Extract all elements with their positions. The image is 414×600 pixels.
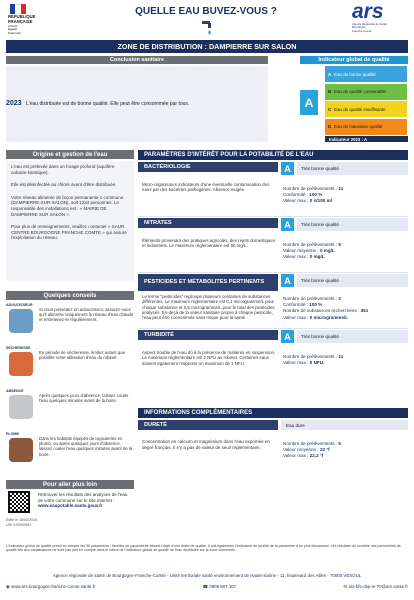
more-header: Pour aller plus loin — [6, 480, 134, 489]
stat-line — [283, 198, 407, 204]
complementary-header: INFORMATIONS COMPLÉMENTAIRES — [138, 408, 408, 418]
more-link[interactable]: www.eaupotable.sante.gouv.fr — [38, 503, 103, 509]
param-name: TURBIDITÉ — [138, 330, 278, 340]
stat-label: Valeur max : — [283, 453, 310, 459]
param-row — [138, 274, 408, 330]
republic-label: RÉPUBLIQUE FRANÇAISE — [8, 14, 36, 24]
stat-value: 22 °f — [319, 447, 330, 453]
param-grade-label: Très bonne qualité — [297, 330, 408, 343]
origin-text: Pour plus de renseignements, veuillez contacter « SAUR CENTRE BOURGOGNE FRANCHE COMTE » qui assure l'exploitation du réseau. — [11, 224, 127, 241]
edit-date: Édité le 18/05/2024 — [6, 518, 37, 522]
stat-value: 11 — [338, 354, 344, 359]
phone-icon: ☎ — [202, 584, 210, 589]
complementary-tag: Eau dure — [281, 420, 408, 430]
conclusion-panel — [6, 66, 268, 142]
origin-text: L'eau est prélevée dans un forage profond (aquifère calcaire karstique). — [11, 164, 115, 175]
stat-value: 0 mg/L — [309, 254, 325, 260]
conclusion-header: Conclusion sanitaire — [6, 56, 268, 64]
advice-item — [6, 346, 134, 387]
advice-text: En période de sécheresse, limitez autant que possible votre utilisation d'eau du robinet. — [39, 350, 125, 361]
quality-level-grade: B — [328, 89, 332, 94]
lead-pipe-icon — [9, 438, 33, 462]
quality-scale — [325, 66, 407, 136]
row-divider — [138, 328, 408, 329]
footer-agency: Agence régionale de santé de Bourgogne-Franche-Comté - Unité territoriale santé environnement de Haute-Saône - 11, boulevard des Alliés - 70000 VESOUL — [52, 573, 362, 578]
stat-label: Conformité : — [283, 192, 310, 198]
complementary-desc: Concentration en calcium et magnésium dans l'eau exprimée en degré français. Il n'y a pas de valeur de seuil réglementaire. — [142, 439, 270, 450]
advice-title: ABSENCE — [6, 389, 24, 393]
stat-label: Valeur moyenne : — [283, 447, 320, 453]
quality-level-grade: D — [328, 124, 332, 129]
param-desc: Aspect trouble de l'eau dû à la présence de matières en suspension. Le maximum réglementaire est 2 NFU au robinet. Certaines eaux doivent également respecter un maximum de 1 NFU. — [142, 350, 276, 366]
stat-line — [283, 254, 407, 260]
advice-text: Si vous possédez un adoucisseur, assurez-vous qu'il alimente uniquement le réseau d'eau chaude et entretenez-le régulièrement. — [39, 307, 134, 323]
quality-level-label: Eau de qualité convenable — [334, 89, 386, 94]
param-grade-label: Très bonne qualité — [297, 162, 408, 175]
origin-text: Elle est désinfectée au chlore avant d'être distribuée. — [11, 182, 117, 188]
marianne-logo — [8, 4, 52, 38]
footer-site[interactable]: ◉ www.ars.bourgogne-franche-comte.sante.fr — [6, 584, 96, 589]
complementary-row — [138, 420, 408, 476]
drought-icon — [9, 352, 33, 376]
conclusion-text: L'eau distribuée est de bonne qualité. Elle peut être consommée par tous. — [26, 101, 190, 107]
stat-value: 100 % — [309, 302, 323, 308]
advice-item — [6, 303, 134, 344]
param-grade-badge: A — [281, 218, 294, 231]
stat-label: Valeur moyenne : — [283, 248, 320, 254]
mail-icon: ✉ — [343, 584, 349, 589]
param-grade-label: Très bonne qualité — [297, 274, 408, 287]
absence-house-icon — [9, 395, 33, 419]
stat-label: Nombre de prélèvements : — [283, 296, 339, 301]
globe-icon: ◉ — [6, 584, 12, 589]
quality-level-d — [325, 119, 407, 135]
flag-icon — [10, 4, 26, 14]
udi-code: UDI 070000981 — [6, 523, 32, 527]
ars-logo-text: ars — [352, 0, 384, 23]
stat-label: Conformité : — [283, 302, 310, 308]
params-list — [138, 162, 408, 386]
param-desc: Le terme "pesticides" regroupe plusieurs centaines de substances différentes. Le maximum réglementaire est 0,1 microgramme/L pour chaque substance et 0,5 microgramme/L pour le total des pesticides analysés. En-deçà de la valeur sanitaire propre à chaque pesticide, l'eau peut être consommée sans risque pour la santé. — [142, 294, 275, 321]
quality-level-label: Eau de bonne qualité — [334, 71, 376, 77]
stat-value: 351 — [360, 308, 369, 314]
quality-footer: Indicateur 2023 : A — [325, 136, 408, 142]
advice-title: PLOMB — [6, 432, 19, 436]
row-divider — [138, 272, 408, 273]
complementary-name: DURETÉ — [138, 420, 278, 430]
stat-value: 22,2 °f — [309, 453, 324, 459]
stat-line — [283, 360, 407, 366]
quality-level-b — [325, 84, 407, 100]
params-header: PARAMÈTRES D'INTÉRÊT POUR LA POTABILITÉ DE L'EAU — [138, 150, 408, 160]
stat-label: Nombre de prélèvements : — [283, 242, 339, 247]
param-row — [138, 330, 408, 386]
param-row — [138, 162, 408, 218]
stat-label: Valeur max : — [283, 198, 310, 204]
stat-value: 11 — [338, 186, 344, 191]
param-grade-badge: A — [281, 162, 294, 175]
more-text — [38, 492, 132, 509]
param-name: PESTICIDES ET MÉTABOLITES PERTINENTS — [138, 274, 278, 291]
ars-name: Bourgogne — [352, 25, 366, 30]
param-grade-badge: A — [281, 274, 294, 287]
param-stats — [283, 242, 407, 261]
conclusion-year: 2023 — [6, 100, 22, 107]
footer-phone[interactable]: ☎ 0808 807 107 — [202, 584, 237, 589]
quality-level-grade: A — [328, 71, 332, 77]
stat-label: Nombre de prélèvements : — [283, 441, 339, 446]
quality-header: Indicateur global de qualité — [300, 56, 408, 64]
motto-line: Fraternité — [8, 30, 21, 35]
advice-title: ADOUCISSEUR — [6, 303, 33, 307]
advice-text: Après quelques jours d'absence, laissez couler l'eau quelques minutes avant de la boire. — [39, 393, 129, 404]
stat-value: 100 % — [309, 192, 323, 198]
origin-panel — [6, 161, 134, 281]
ars-name: Agence Régionale de Santé — [352, 22, 387, 26]
zone-title: ZONE DE DISTRIBUTION : DAMPIERRE SUR SALON — [6, 40, 408, 53]
param-desc: Micro-organismes indicateurs d'une éventuelle contamination des eaux par des bactéries pathogènes. Absence exigée. — [142, 182, 270, 193]
advice-header: Quelques conseils — [6, 291, 134, 300]
advice-item — [6, 432, 134, 473]
footer-email[interactable]: ✉ ars-bfc-dsp-ie-70@ars.sante.fr — [343, 584, 408, 589]
motto-line: Égalité — [8, 27, 18, 32]
param-stats — [283, 186, 407, 205]
quality-level-a — [325, 66, 407, 82]
stat-label: Valeur max : — [283, 360, 310, 366]
advice-title: SÉCHERESSE — [6, 346, 31, 350]
stat-label: Valeur max : — [283, 314, 310, 320]
quality-level-label: Eau de qualité insuffisante — [334, 106, 386, 112]
stat-value: 5 — [338, 441, 341, 446]
param-row — [138, 218, 408, 274]
stat-line — [283, 453, 407, 459]
motto-line: Liberté — [8, 24, 18, 29]
quality-level-grade: C — [328, 106, 332, 112]
stat-value: 0 NFU — [309, 360, 324, 366]
quality-level-c — [325, 101, 407, 117]
water-softener-icon — [9, 309, 33, 333]
stat-value: 5 — [338, 242, 341, 247]
complementary-stats — [283, 441, 407, 460]
stat-label: Valeur max : — [283, 254, 310, 260]
origin-text: Votre réseau alimente de façon permanente 1 commune (DAMPIERRE-SUR-SALON), soit 1234 personnes. Le responsable des installations est : « MAIRIE DE DAMPIERRE SUR SALON ». — [11, 194, 124, 217]
stat-value: 0 n/100 ml — [309, 198, 332, 204]
footnote: L'indicateur global de qualité prend en compte les 30 paramètres / familles de paramètres faisant l'objet d'une limite de qualité. Il suit également l'indicateur de qualité de la paramètre à sa plus déclassant. Les résultats du contrôle des paramètres de qualité liés aux canalisations ne sont pas pris en compte dans le calcul de l'indicateur global de qualité de l'eau distribuée sur la zone concernée. — [6, 544, 401, 553]
stat-line — [283, 315, 407, 321]
quality-level-label: Eau de mauvaise qualité — [334, 124, 383, 129]
page-title: QUELLE EAU BUVEZ-VOUS ? — [135, 6, 277, 17]
ars-name: Franche-Comté — [352, 28, 372, 33]
row-divider — [138, 216, 408, 217]
advice-item — [6, 389, 134, 430]
footer-contact — [6, 584, 408, 590]
param-stats — [283, 296, 407, 321]
param-grade-label: Très bonne qualité — [297, 218, 408, 231]
stat-value: 0 mg/L — [319, 248, 335, 254]
water-drop-icon — [200, 19, 214, 35]
advice-text: Dans les habitats équipés de tuyauteries en plomb, ou après quelques jours d'absence, laissez couler l'eau quelques minutes avant de la boire. — [39, 436, 133, 457]
quality-grade-badge: A — [300, 90, 318, 115]
param-name: NITRATES — [138, 218, 278, 228]
param-grade-badge: A — [281, 330, 294, 343]
more-text-body: Retrouver les résultats des analyses de l'eau de votre commune sur le site internet : — [38, 492, 128, 503]
param-stats — [283, 354, 407, 366]
stat-label: Nombre de prélèvements : — [283, 354, 339, 359]
param-desc: Éléments provenant des pratiques agricoles, des rejets domestiques et industriels. Le maximum réglementaire est 50 mg/L. — [142, 238, 276, 249]
stat-value: 0 microgramme/L — [309, 314, 349, 320]
stat-value: 2 — [338, 296, 341, 301]
ars-logo — [352, 2, 410, 38]
param-name: BACTÉRIOLOGIE — [138, 162, 278, 172]
stat-label: Nombre de substances recherchées : — [283, 308, 361, 314]
origin-header: Origine et gestion de l'eau — [6, 150, 134, 159]
qr-code — [8, 491, 30, 513]
stat-label: Nombre de prélèvements : — [283, 186, 339, 191]
advice-list — [6, 303, 134, 477]
